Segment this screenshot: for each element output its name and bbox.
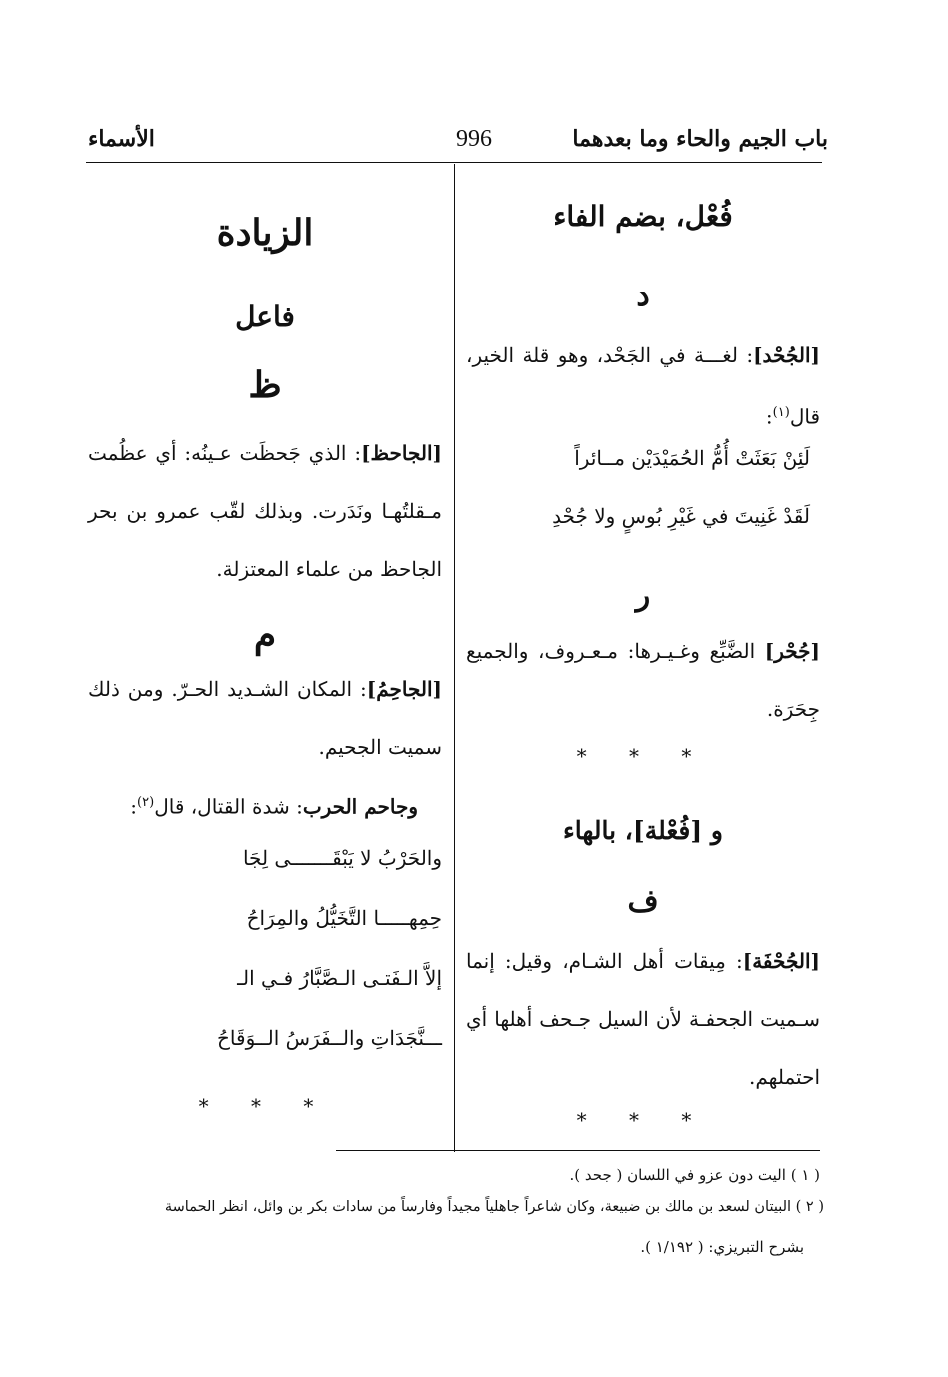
verse-line: لَئِنْ بَعَثَتْ أُمُّ الحُمَيْدَيْن مــائراً: [574, 446, 810, 470]
letter-heading-za: ظ: [248, 364, 282, 406]
entry-al-juhd: [466, 326, 820, 446]
verse-line: حِمِهـــــا التَّخَيُّلُ والمِرَاحُ: [246, 906, 442, 930]
verse-line: إلاَّ الـفَتـى الـصَّبَّارُ فـي الـ: [237, 966, 442, 990]
footnote-2: ( ٢ ) البيتان لسعد بن مالك بن ضبيعة، وكان شاعراً جاهلياً مجيداً وفارساً من سادات بكر بن وائل، انظر الحماسة: [164, 1199, 824, 1215]
letter-heading-fa: ف: [627, 884, 659, 919]
verse-line: والحَرْبُ لا يَبْقَـــــــى لِجَا: [242, 846, 442, 870]
entry-term: [جُحْر]: [764, 639, 820, 663]
entry-term: [الجاحِمُ]: [366, 677, 442, 701]
letter-heading-ra: ر: [635, 578, 651, 613]
section-separator: * * *: [576, 744, 710, 768]
entry-end: :: [765, 404, 773, 429]
pattern-heading-fail: فاعل: [235, 300, 295, 333]
entry-term: [الجاحظ]: [361, 441, 442, 465]
entry-text: : مِيقات أهل الشـام، وقيل: إنما سـميت الجحفـة لأن السيل جـحف أهلها أي احتملهم.: [466, 949, 820, 1089]
entry-al-juhfa: [466, 932, 820, 1106]
footnote-1: ( ١ ) اليت دون عزو في اللسان ( جحد ).: [569, 1166, 820, 1184]
verse-line: ـــنَّجَدَاتِ والــفَرَسُ الــوَقَاحُ: [217, 1026, 442, 1050]
entry-term: [الجُحْفَة]: [742, 949, 820, 973]
entry-text: : شدة القتال، قال: [154, 794, 303, 819]
running-head-section: الأسماء: [88, 126, 155, 152]
footnote-ref[interactable]: (١): [772, 405, 790, 420]
entry-term: [الجُحْد]: [753, 343, 820, 367]
section-heading-fula: و [فُعْلة]، بالهاء: [563, 816, 723, 845]
entry-text: الضَّبِّع وغـيـرها: مـعـروف، والجميع جِحَرَة.: [466, 639, 820, 721]
page-number: 996: [456, 126, 492, 152]
letter-heading-dal: د: [636, 278, 650, 313]
section-heading-ziyada: الزيادة: [216, 212, 314, 254]
entry-juhr: [466, 622, 820, 738]
verse-line: لَقَدْ غَنِيتَ في غَيْرِ بُوسٍ ولا جُحْدِ: [552, 504, 810, 528]
footnote-rule: [336, 1150, 820, 1151]
entry-text: : لغـــة في الجَحْد، وهو قلة الخير، قال: [466, 343, 820, 429]
entry-term: وجاحم الحرب: [302, 794, 418, 819]
entry-al-jahim: [88, 660, 442, 776]
column-divider: [454, 164, 455, 1152]
running-head-chapter: باب الجيم والحاء وما بعدهما: [572, 126, 828, 152]
entry-end: :: [130, 794, 138, 819]
footnote-ref[interactable]: (٢): [137, 795, 155, 810]
entry-al-jahiz: [88, 424, 442, 598]
entry-jahim-al-harb: [88, 774, 418, 836]
section-separator: * * *: [198, 1094, 332, 1118]
section-heading-fuel: فُعْل، بضم الفاء: [553, 200, 733, 233]
entry-text: : المكان الشـديد الحـرّ. ومن ذلك سميت الجحيم.: [88, 677, 442, 759]
letter-heading-mim: م: [253, 614, 277, 656]
section-separator: * * *: [576, 1108, 710, 1132]
footnote-2-cont: بشرح التبريزي: ( ١/١٩٢ ).: [640, 1238, 804, 1256]
header-rule: [86, 162, 822, 163]
entry-text: : الذي جَحظَت عـينُه: أي عظُمت مـقلتُهـا ونَدَرت. وبذلك لقّب عمرو بن بحر الجاحظ من علماء المعتزلة.: [88, 441, 442, 581]
